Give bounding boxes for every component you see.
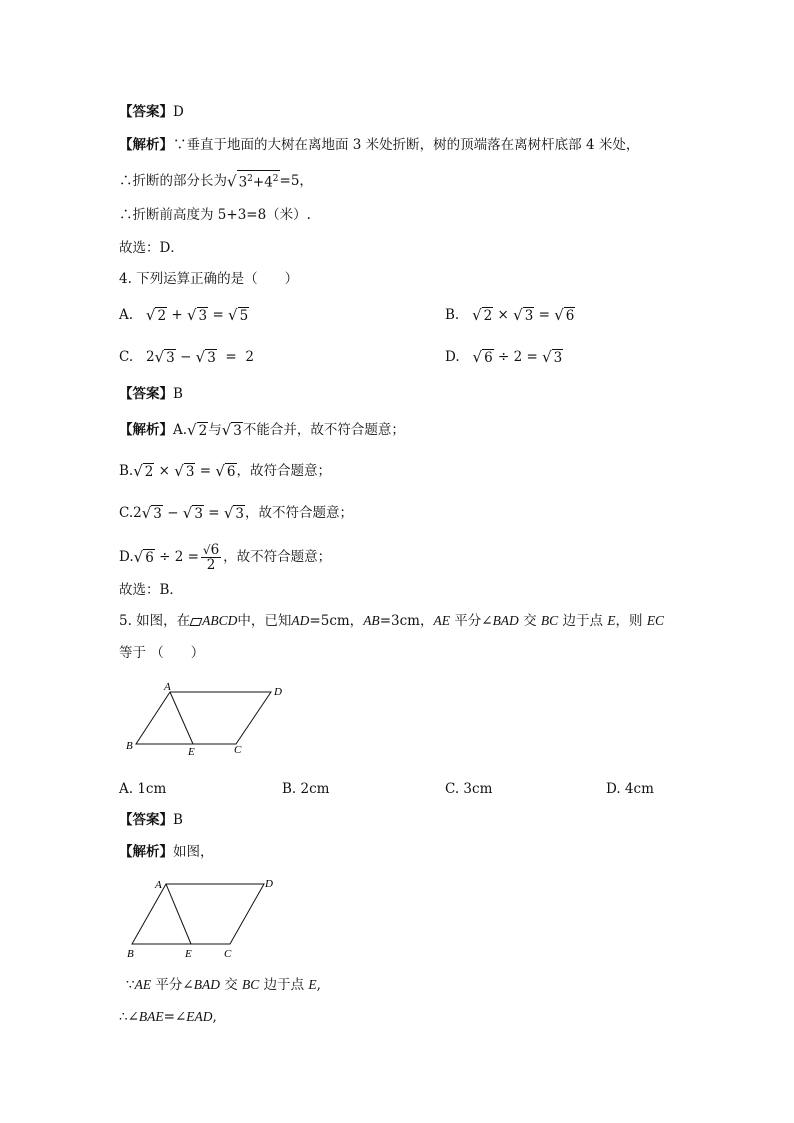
label-E-2: E [185,948,192,960]
parallelogram-figure-2 [124,872,294,960]
answer-line-3: 【答案】D [119,104,184,120]
parallelogram-symbol-icon [190,618,203,626]
label-C: C [234,744,242,756]
answer-line-5: 【答案】B [119,812,183,828]
analysis-4b: B.√ 2 × √ 3 = √ 6，故符合题意； [119,462,331,480]
parallelogram-figure-1 [124,680,294,760]
analysis-line-3-3: ∴折断前高度为 5+3=8（米）. [119,207,311,223]
label-A-2: A [155,879,162,891]
question-4-stem: 4. 下列运算正确的是（ ） [119,271,299,287]
analysis-5-intro: 【解析】如图， [119,844,214,860]
analysis-4-pick: 故选：B． [119,582,183,598]
option-5c: C. 3cm [445,781,493,797]
analysis-line-3-2: ∴折断的部分长为√ $3^2+4^2=5$， [119,170,313,193]
analysis-line-3-1: 【解析】∵垂直于地面的大树在离地面 3 米处折断，树的顶端落在离树杆底部 4 米处， [119,137,640,153]
option-4a: A. √ 2 + √ 3 = √ 5 [119,306,249,324]
analysis-5-step2: ∴∠BAE=∠EAD, [119,1009,217,1025]
analysis-line-3-4: 故选：D． [119,240,184,256]
label-E: E [188,746,195,758]
label-B-2: B [127,948,134,960]
option-5b: B. 2cm [282,781,330,797]
option-4b: B. √ 2 × √ 3 = √ 6 [445,306,575,324]
label-B: B [126,740,133,752]
option-5d: D. 4cm [606,781,654,797]
label-A: A [164,681,171,693]
analysis-4c: C.2√ 3 − √ 3 = √ 3，故不符合题意； [119,504,354,522]
label-D: D [274,686,282,698]
answer-line-4: 【答案】B [119,386,183,402]
sqrt-expression: √ $3^2+4^2$ [227,170,280,193]
option-4d: D. √ 6 ÷ 2 = √ 3 [445,348,563,366]
question-5-stem-line1: 5. 如图，在 ABCD中，已知AD=5cm，AB=3cm，AE 平分∠BAD 交 BC 边于点 E，则 EC [119,613,665,629]
question-5-stem-line2: 等于 （ ） [119,645,205,661]
analysis-4d: D.√ 6 ÷ 2 = $\frac{√6}{2}$ ，故不符合题意； [119,542,332,573]
label-C-2: C [224,948,232,960]
label-D-2: D [265,878,273,890]
fraction: $\frac{√6}{2}$ [202,542,220,573]
option-5a: A. 1cm [119,781,167,797]
option-4c: C. 2√ 3 − √ 3 = 2 [119,348,254,366]
analysis-5-step1: ∵AE 平分∠BAD 交 BC 边于点 E, [126,977,321,993]
analysis-4a: 【解析】A.√ 2与√ 3不能合并，故不符合题意； [119,421,405,439]
